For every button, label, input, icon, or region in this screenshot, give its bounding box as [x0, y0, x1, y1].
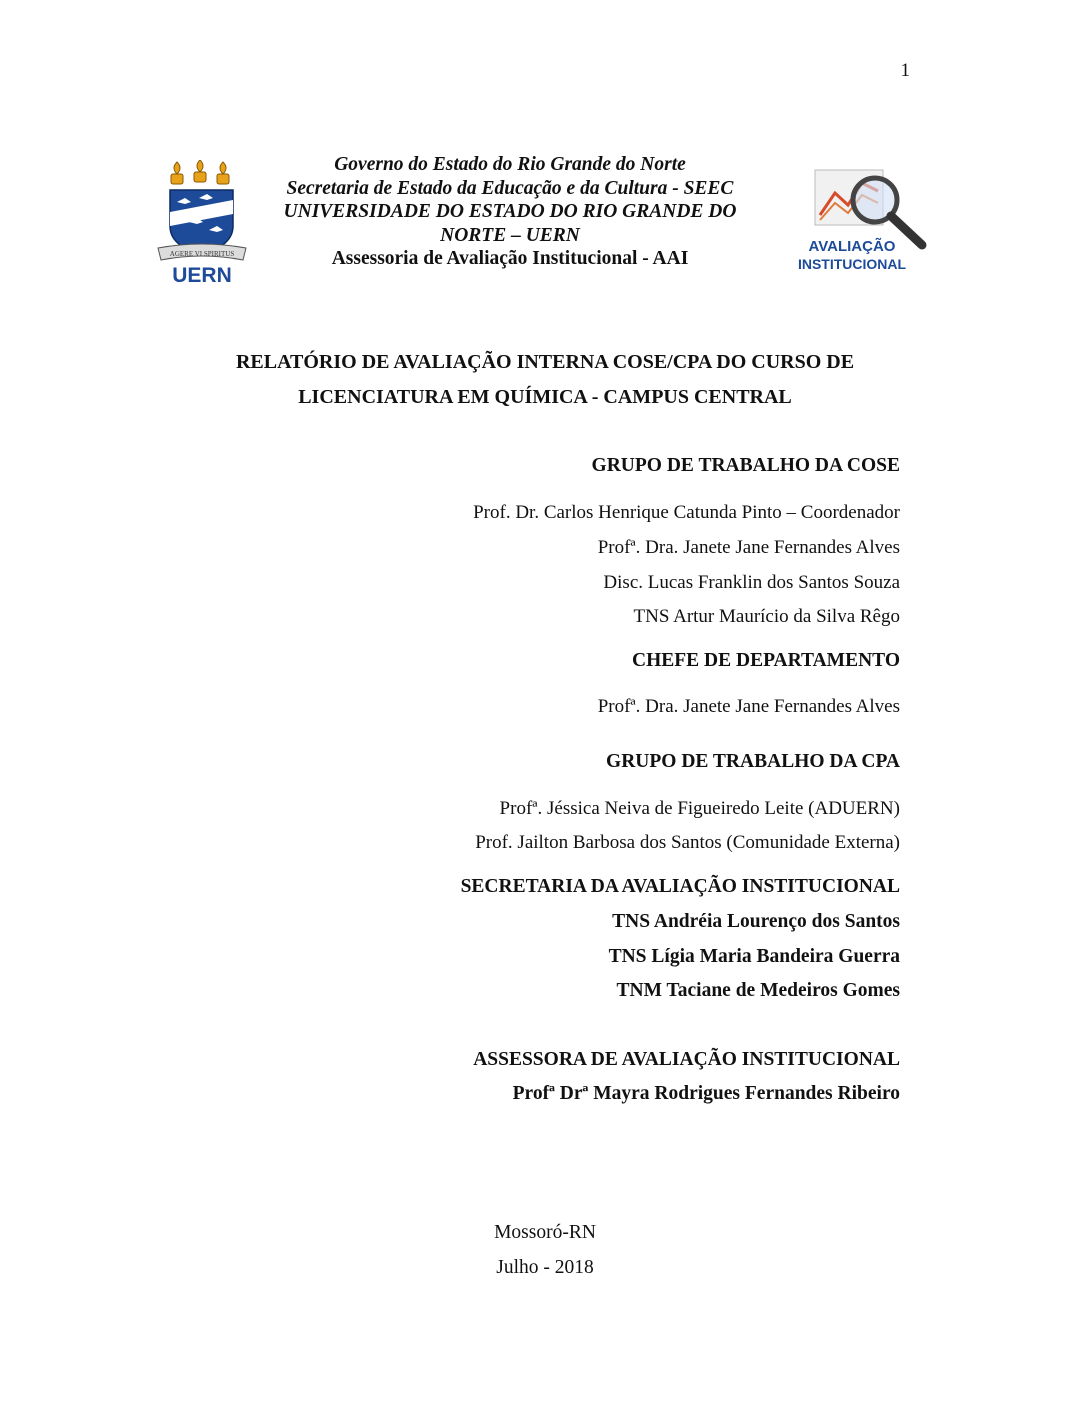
uern-wordmark: UERN [172, 264, 232, 285]
avaliacao-logo-line2: INSTITUCIONAL [797, 256, 907, 272]
footer-city: Mossoró-RN [494, 1222, 596, 1243]
cpa-member-1: Profª. Jéssica Neiva de Figueiredo Leite (ADUERN) [499, 798, 900, 819]
report-title-line2: LICENCIATURA EM QUÍMICA - CAMPUS CENTRAL [298, 386, 792, 408]
secretaria-heading: SECRETARIA DA AVALIAÇÃO INSTITUCIONAL [460, 876, 900, 897]
report-title-line1: RELATÓRIO DE AVALIAÇÃO INTERNA COSE/CPA DO CURSO DE [235, 351, 855, 373]
avaliacao-logo [790, 165, 935, 280]
chefe-heading: CHEFE DE DEPARTAMENTO [631, 650, 900, 671]
header-line-secretaria: Secretaria de Estado da Educação e da Cultura - SEEC [286, 177, 734, 199]
cose-member-1: Prof. Dr. Carlos Henrique Catunda Pinto – Coordenador [473, 502, 900, 523]
header-line-aai: Assessoria de Avaliação Institucional - AAI [331, 248, 689, 269]
avaliacao-logo-line1: AVALIAÇÃO [808, 238, 896, 255]
cpa-heading: GRUPO DE TRABALHO DA CPA [606, 751, 900, 772]
cose-member-3: Disc. Lucas Franklin dos Santos Souza [603, 572, 900, 593]
secretaria-member-2: TNS Lígia Maria Bandeira Guerra [608, 946, 900, 967]
assessora-heading: ASSESSORA DE AVALIAÇÃO INSTITUCIONAL [473, 1049, 900, 1070]
page-number: 1 [900, 60, 910, 81]
cpa-member-2: Prof. Jailton Barbosa dos Santos (Comunidade Externa) [475, 832, 900, 853]
chefe-member-1: Profª. Dra. Janete Jane Fernandes Alves [597, 696, 900, 717]
header-institution [270, 153, 750, 271]
secretaria-member-3: TNM Taciane de Medeiros Gomes [616, 980, 900, 1001]
header-line-university-cont: NORTE – UERN [440, 224, 580, 246]
assessora-member-1: Profª Drª Mayra Rodrigues Fernandes Ribeiro [512, 1083, 900, 1104]
cose-heading: GRUPO DE TRABALHO DA COSE [591, 455, 900, 476]
uern-coat-of-arms-icon [155, 160, 250, 285]
uern-logo [155, 160, 250, 285]
magnifier-chart-icon [790, 165, 935, 280]
report-title [180, 345, 910, 415]
header-line-government: Governo do Estado do Rio Grande do Norte [334, 154, 686, 175]
cose-member-2: Profª. Dra. Janete Jane Fernandes Alves [597, 537, 900, 558]
footer-date: Julho - 2018 [496, 1257, 594, 1278]
secretaria-member-1: TNS Andréia Lourenço dos Santos [612, 911, 900, 932]
cose-member-4: TNS Artur Maurício da Silva Rêgo [633, 606, 900, 627]
header-line-university: UNIVERSIDADE DO ESTADO DO RIO GRANDE DO [283, 201, 737, 222]
uern-motto: AGERE VI SPIRITUS [169, 250, 235, 258]
